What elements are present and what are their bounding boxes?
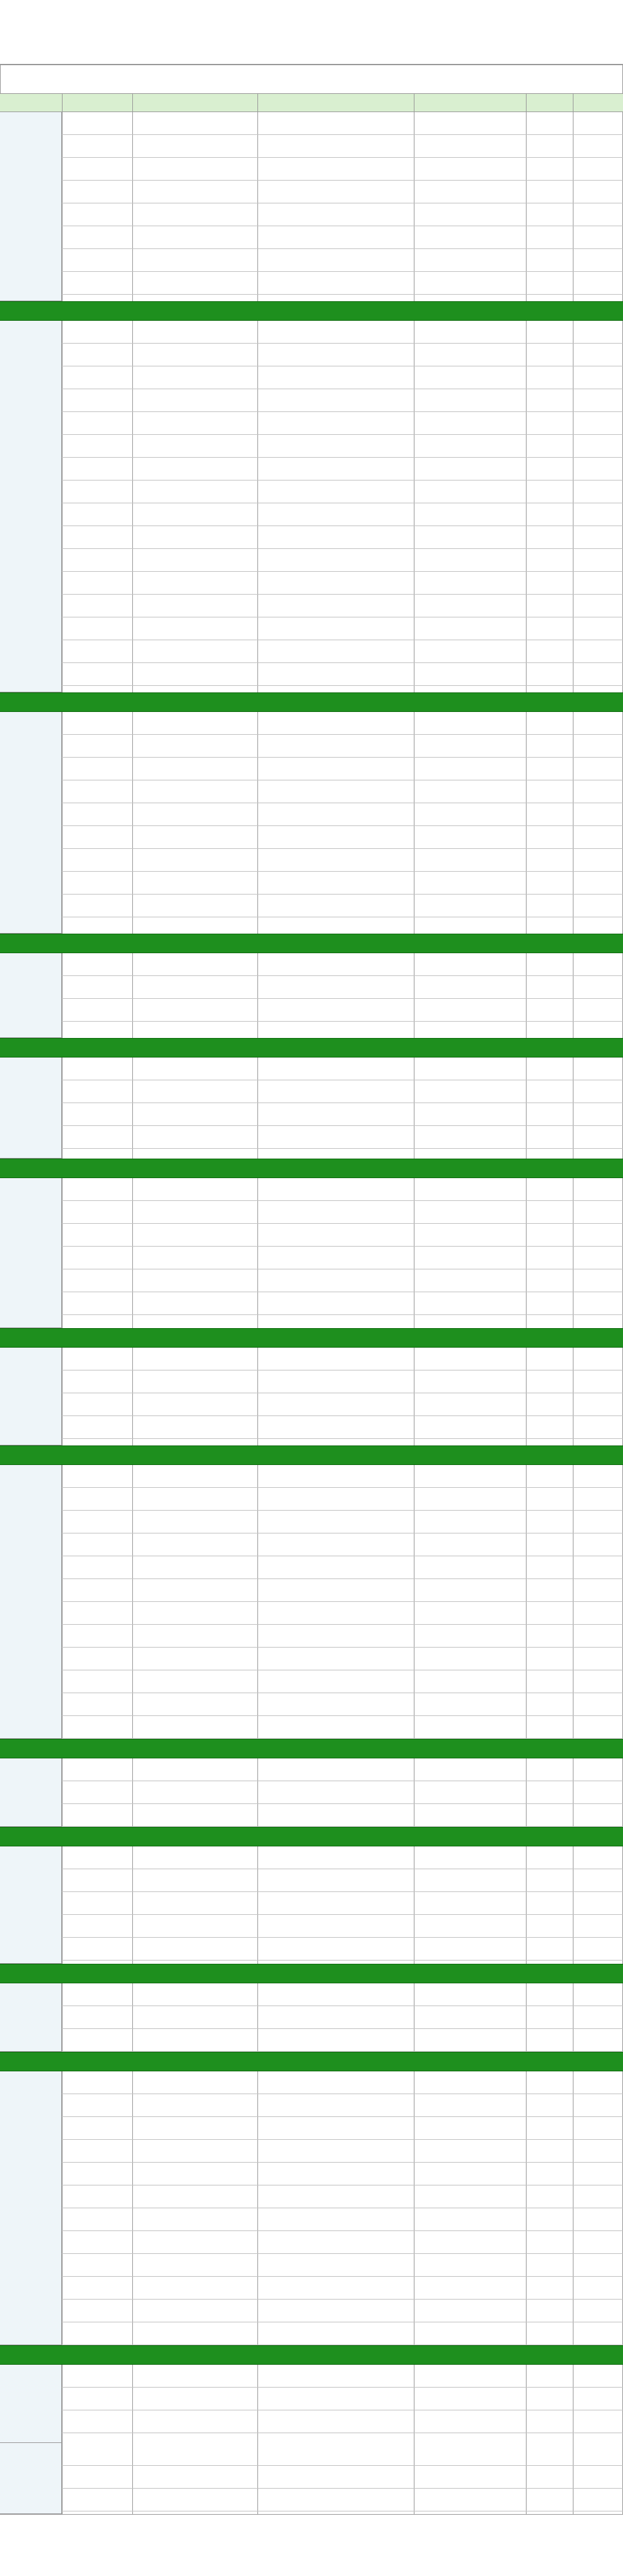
header-green-shell (257, 94, 414, 112)
data-rows (62, 1058, 623, 1159)
info-band (0, 2052, 623, 2071)
province-block (0, 953, 62, 1038)
header-mixed-shell (414, 94, 526, 112)
data-rows (62, 1983, 623, 2052)
data-rows (62, 321, 623, 692)
info-band (0, 1328, 623, 1348)
info-band (0, 692, 623, 712)
data-rows (62, 2071, 623, 2345)
province-block (0, 1348, 62, 1445)
info-band (0, 1445, 623, 1465)
info-band (0, 1827, 623, 1846)
table-header (0, 94, 623, 112)
province-block (0, 1465, 62, 1739)
province-block (0, 1758, 62, 1827)
info-band (0, 1964, 623, 1983)
data-rows (62, 712, 623, 934)
info-band (0, 1038, 623, 1058)
header-trend (573, 94, 623, 112)
header-phone (132, 94, 257, 112)
province-block (0, 321, 62, 692)
province-block (0, 1058, 62, 1159)
data-rows (62, 953, 623, 1038)
data-rows (62, 1178, 623, 1328)
header-region (0, 94, 62, 112)
info-band (0, 301, 623, 321)
data-rows (62, 1465, 623, 1739)
province-block (0, 112, 62, 301)
province-block (0, 1983, 62, 2052)
data-rows (62, 2365, 623, 2443)
info-band (0, 934, 623, 953)
data-rows (62, 2443, 623, 2514)
data-rows (62, 1846, 623, 1964)
data-rows (62, 1758, 623, 1827)
province-block (0, 2071, 62, 2345)
province-block (0, 1846, 62, 1964)
data-rows (62, 112, 623, 301)
report-title (0, 65, 623, 94)
info-band (0, 1159, 623, 1178)
info-band (0, 2345, 623, 2365)
header-white-shell (526, 94, 573, 112)
info-band (0, 1739, 623, 1758)
province-block (0, 1178, 62, 1328)
province-block (0, 2443, 62, 2514)
province-block (0, 712, 62, 934)
hotline-banner (0, 0, 623, 65)
disclaimer-footer (0, 2514, 623, 2576)
data-rows (62, 1348, 623, 1445)
province-block (0, 2365, 62, 2443)
header-name (62, 94, 132, 112)
